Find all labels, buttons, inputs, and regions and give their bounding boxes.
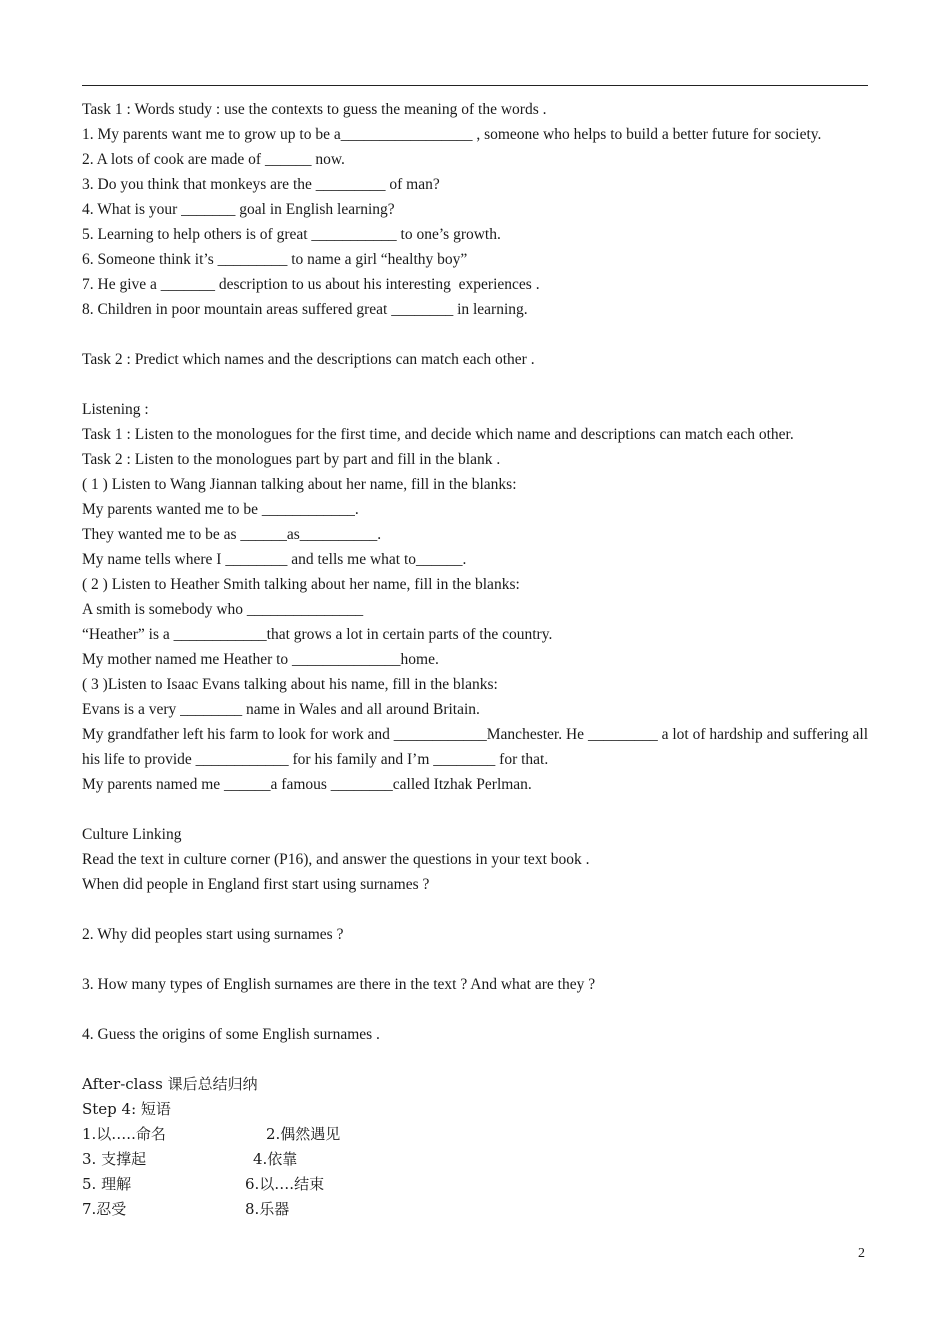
heather-blank-2: “Heather” is a ____________that grows a lot in certain parts of the country.	[82, 626, 553, 643]
culture-question-1: When did people in England first start using surnames ?	[82, 876, 430, 893]
phrase-item: 8.乐器	[245, 1200, 290, 1218]
question-5: 5. Learning to help others is of great ___________ to one’s growth.	[82, 226, 501, 243]
question-2: 2. A lots of cook are made of ______ now.	[82, 151, 345, 168]
phrase-row	[82, 1147, 868, 1172]
phrase-row	[82, 1197, 868, 1222]
isaac-title: ( 3 )Listen to Isaac Evans talking about his name, fill in the blanks:	[82, 676, 498, 693]
spacer	[82, 372, 868, 397]
listening-title: Listening :	[82, 401, 149, 418]
isaac-blank-2: My grandfather left his farm to look for work and ____________Manchester. He _________ a lot of hardship and suffering all his life to provide ____________ for his family and I’m ________ for that.	[82, 726, 868, 768]
wang-blank-3: My name tells where I ________ and tells me what to______.	[82, 551, 467, 568]
question-3: 3. Do you think that monkeys are the _________ of man?	[82, 176, 440, 193]
page-number: 2	[858, 1246, 865, 1261]
phrase-item: 3. 支撑起	[82, 1150, 147, 1168]
phrase-row	[82, 1172, 868, 1197]
heather-blank-1: A smith is somebody who _______________	[82, 601, 364, 618]
spacer	[82, 797, 868, 822]
phrase-item: 5. 理解	[82, 1175, 132, 1193]
phrase-item: 7.忍受	[82, 1200, 127, 1218]
wang-blank-2: They wanted me to be as ______as__________.	[82, 526, 382, 543]
step4-title: Step 4: 短语	[82, 1100, 171, 1118]
phrase-row	[82, 1122, 868, 1147]
spacer	[82, 947, 868, 972]
isaac-blank-1: Evans is a very ________ name in Wales and all around Britain.	[82, 701, 480, 718]
phrase-item: 2.偶然遇见	[266, 1125, 341, 1143]
task2-predict: Task 2 : Predict which names and the descriptions can match each other .	[82, 351, 535, 368]
wang-blank-1: My parents wanted me to be ____________.	[82, 501, 359, 518]
heather-title: ( 2 ) Listen to Heather Smith talking about her name, fill in the blanks:	[82, 576, 520, 593]
culture-question-3: 3. How many types of English surnames are there in the text ? And what are they ?	[82, 976, 596, 993]
question-7: 7. He give a _______ description to us about his interesting experiences .	[82, 276, 540, 293]
culture-intro: Read the text in culture corner (P16), and answer the questions in your text book .	[82, 851, 590, 868]
task1-title: Task 1 : Words study : use the contexts to guess the meaning of the words .	[82, 101, 547, 118]
question-4: 4. What is your _______ goal in English learning?	[82, 201, 395, 218]
wang-title: ( 1 ) Listen to Wang Jiannan talking about her name, fill in the blanks:	[82, 476, 517, 493]
question-8: 8. Children in poor mountain areas suffered great ________ in learning.	[82, 301, 528, 318]
listening-task1: Task 1 : Listen to the monologues for the first time, and decide which name and descriptions can match each other.	[82, 426, 794, 443]
spacer	[82, 897, 868, 922]
isaac-blank-3: My parents named me ______a famous ________called Itzhak Perlman.	[82, 776, 532, 793]
culture-question-4: 4. Guess the origins of some English surnames .	[82, 1026, 380, 1043]
phrase-item: 6.以….结束	[245, 1175, 325, 1193]
heather-blank-3: My mother named me Heather to ______________home.	[82, 651, 439, 668]
question-6: 6. Someone think it’s _________ to name a girl “healthy boy”	[82, 251, 468, 268]
listening-task2: Task 2 : Listen to the monologues part by part and fill in the blank .	[82, 451, 501, 468]
culture-question-2: 2. Why did peoples start using surnames ?	[82, 926, 344, 943]
spacer	[82, 322, 868, 347]
culture-title: Culture Linking	[82, 826, 182, 843]
header-rule	[82, 85, 868, 86]
question-1: 1. My parents want me to grow up to be a_________________ , someone who helps to build a better future for society.	[82, 126, 822, 143]
phrase-item: 4.依靠	[253, 1150, 298, 1168]
spacer	[82, 997, 868, 1022]
worksheet-body	[82, 97, 868, 1222]
phrase-item: 1.以…..命名	[82, 1125, 166, 1143]
after-class-title: After-class 课后总结归纳	[82, 1075, 258, 1093]
spacer	[82, 1047, 868, 1072]
